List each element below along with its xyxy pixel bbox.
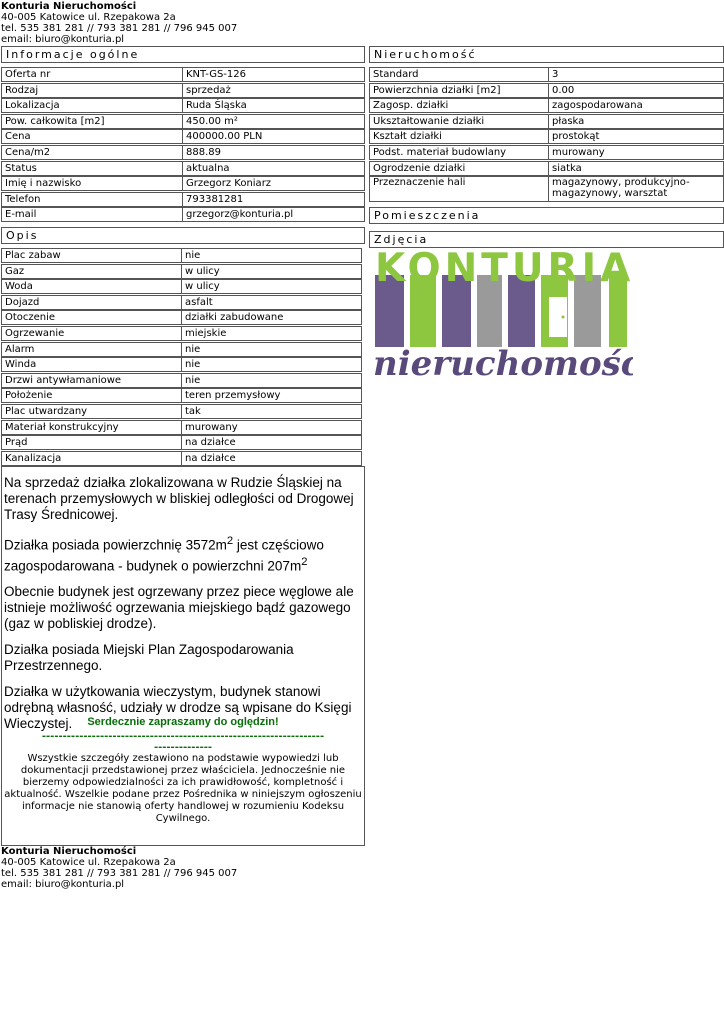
description-row xyxy=(1,373,362,388)
property-section-title: Nieruchomość xyxy=(369,46,724,63)
general-label: Rodzaj xyxy=(1,83,183,98)
agency-footer xyxy=(1,846,237,890)
property-value: 3 xyxy=(548,67,724,82)
description-label: Kanalizacja xyxy=(1,451,182,466)
description-paragraph-1: Na sprzedaż działka zlokalizowana w Rudzie Śląskiej na terenach przemysłowych w bliskiej odległości od Drogowej Trasy Średnicowej. xyxy=(4,475,354,522)
general-row xyxy=(1,98,365,113)
description-section-title: Opis xyxy=(1,227,365,244)
general-row xyxy=(1,207,365,222)
general-row xyxy=(1,192,365,207)
footer-agency-phone: tel. 535 381 281 // 793 381 281 // 796 945 007 xyxy=(1,868,238,879)
description-label: Plac zabaw xyxy=(1,248,182,263)
description-paragraph-5: Działka w użytkowania wieczystym, budynek stanowi odrębną własność, udziały w drodze są wpisane do Księgi Wieczystej. xyxy=(4,684,352,731)
property-row xyxy=(369,83,724,98)
description-value: nie xyxy=(181,248,362,263)
property-row xyxy=(369,114,724,129)
description-text xyxy=(4,475,362,742)
property-label: Ukształtowanie działki xyxy=(369,114,549,129)
property-value: 0.00 xyxy=(548,83,724,98)
general-label: Cena xyxy=(1,129,183,144)
general-value: Ruda Śląska xyxy=(182,98,365,113)
description-label: Materiał konstrukcyjny xyxy=(1,420,182,435)
description-paragraph-3: Obecnie budynek jest ogrzewany przez piece węglowe ale istnieje możliwość ogrzewania miejskiego bądź gazowego (gaz w pobliskiej drodze). xyxy=(4,584,354,631)
description-label: Prąd xyxy=(1,435,182,450)
general-value: KNT-GS-126 xyxy=(182,67,365,82)
property-value: zagospodarowana xyxy=(548,98,724,113)
property-value: magazynowy, produkcyjno-magazynowy, warsztat xyxy=(548,176,724,202)
description-row xyxy=(1,404,362,419)
description-value: teren przemysłowy xyxy=(181,388,362,403)
description-label: Położenie xyxy=(1,388,182,403)
agency-phone: tel. 535 381 281 // 793 381 281 // 796 945 007 xyxy=(1,23,238,34)
agency-name: Konturia Nieruchomości xyxy=(1,1,137,12)
description-label: Alarm xyxy=(1,342,182,357)
general-row xyxy=(1,176,365,191)
description-label: Woda xyxy=(1,279,182,294)
description-row xyxy=(1,342,362,357)
description-row xyxy=(1,435,362,450)
property-label: Ogrodzenie działki xyxy=(369,161,549,176)
property-value: siatka xyxy=(548,161,724,176)
photos-section-title: Zdjęcia xyxy=(369,231,724,248)
description-paragraph-4: Działka posiada Miejski Plan Zagospodarowania Przestrzennego. xyxy=(4,642,294,673)
general-row xyxy=(1,145,365,160)
closing-block xyxy=(4,716,362,825)
property-value: płaska xyxy=(548,114,724,129)
description-paragraph-2: Działka posiada powierzchnię $3572m^2$ jest częściowo zagospodarowana - budynek o powierzchni $207m^2$ xyxy=(4,535,324,573)
general-label: E-mail xyxy=(1,207,183,222)
disclaimer-text: Wszystkie szczegóły zestawiono na podstawie wypowiedzi lub dokumentacji przedstawionej przez właściciela. Jednocześnie nie bierzemy odpowiedzialności za ich prawidłowość, kompletność i aktualność. Wszelkie podane przez Pośrednika w niniejszym ogłoszeniu informacje nie stanowią oferty handlowej w rozumieniu Kodeksu Cywilnego. xyxy=(4,753,362,824)
general-value: 888.89 xyxy=(182,145,365,160)
property-row xyxy=(369,176,724,202)
description-row xyxy=(1,264,362,279)
description-label: Drzwi antywłamaniowe xyxy=(1,373,182,388)
general-value: Grzegorz Koniarz xyxy=(182,176,365,191)
general-label: Telefon xyxy=(1,192,183,207)
description-row xyxy=(1,279,362,294)
divider-dashes-2: -------------- xyxy=(153,742,213,753)
logo-bottom-text: nieruchomości xyxy=(373,344,633,381)
description-row xyxy=(1,388,362,403)
property-label: Przeznaczenie hali xyxy=(369,176,549,202)
general-value: grzegorz@konturia.pl xyxy=(182,207,365,222)
description-label: Dojazd xyxy=(1,295,182,310)
property-label: Podst. materiał budowlany xyxy=(369,145,549,160)
description-row xyxy=(1,310,362,325)
footer-agency-email: email: biuro@konturia.pl xyxy=(1,879,125,890)
general-row xyxy=(1,161,365,176)
description-value: miejskie xyxy=(181,326,362,341)
property-row xyxy=(369,67,724,82)
property-value: murowany xyxy=(548,145,724,160)
agency-address: 40-005 Katowice ul. Rzepakowa 2a xyxy=(1,12,176,23)
general-label: Cena/m2 xyxy=(1,145,183,160)
general-label: Status xyxy=(1,161,183,176)
description-value: w ulicy xyxy=(181,264,362,279)
general-label: Oferta nr xyxy=(1,67,183,82)
general-value: 400000.00 PLN xyxy=(182,129,365,144)
description-value: na działce xyxy=(181,435,362,450)
description-label: Gaz xyxy=(1,264,182,279)
footer-agency-address: 40-005 Katowice ul. Rzepakowa 2a xyxy=(1,857,176,868)
description-value: działki zabudowane xyxy=(181,310,362,325)
general-row xyxy=(1,129,365,144)
description-row xyxy=(1,248,362,263)
logo-top-text: KONTURIA xyxy=(375,249,633,291)
property-label: Zagosp. działki xyxy=(369,98,549,113)
description-value: na działce xyxy=(181,451,362,466)
description-value: nie xyxy=(181,357,362,372)
description-row xyxy=(1,420,362,435)
general-row xyxy=(1,83,365,98)
description-value: w ulicy xyxy=(181,279,362,294)
general-label: Imię i nazwisko xyxy=(1,176,183,191)
property-row xyxy=(369,98,724,113)
company-logo[interactable] xyxy=(369,249,633,381)
footer-agency-name: Konturia Nieruchomości xyxy=(1,846,137,857)
general-value: 793381281 xyxy=(182,192,365,207)
invite-text: Serdecznie zapraszamy do oględzin! xyxy=(87,716,279,728)
description-row xyxy=(1,326,362,341)
property-row xyxy=(369,129,724,144)
property-label: Kształt działki xyxy=(369,129,549,144)
description-value: murowany xyxy=(181,420,362,435)
general-value: aktualna xyxy=(182,161,365,176)
description-row xyxy=(1,357,362,372)
general-row xyxy=(1,114,365,129)
general-label: Pow. całkowita [m2] xyxy=(1,114,183,129)
divider-dashes: -------------------------------------------------------------------- xyxy=(41,731,325,742)
property-row xyxy=(369,145,724,160)
property-label: Powierzchnia działki [m2] xyxy=(369,83,549,98)
description-row xyxy=(1,451,362,466)
description-label: Plac utwardzany xyxy=(1,404,182,419)
property-value: prostokąt xyxy=(548,129,724,144)
description-label: Ogrzewanie xyxy=(1,326,182,341)
description-value: nie xyxy=(181,373,362,388)
description-value: nie xyxy=(181,342,362,357)
agency-header xyxy=(1,1,237,45)
description-value: tak xyxy=(181,404,362,419)
property-label: Standard xyxy=(369,67,549,82)
general-row xyxy=(1,67,365,82)
description-label: Otoczenie xyxy=(1,310,182,325)
rooms-section-title: Pomieszczenia xyxy=(369,207,724,224)
description-label: Winda xyxy=(1,357,182,372)
property-row xyxy=(369,161,724,176)
agency-email: email: biuro@konturia.pl xyxy=(1,34,125,45)
description-value: asfalt xyxy=(181,295,362,310)
general-label: Lokalizacja xyxy=(1,98,183,113)
description-row xyxy=(1,295,362,310)
general-section-title: Informacje ogólne xyxy=(1,46,365,63)
general-value: 450.00 m² xyxy=(182,114,365,129)
general-value: sprzedaż xyxy=(182,83,365,98)
